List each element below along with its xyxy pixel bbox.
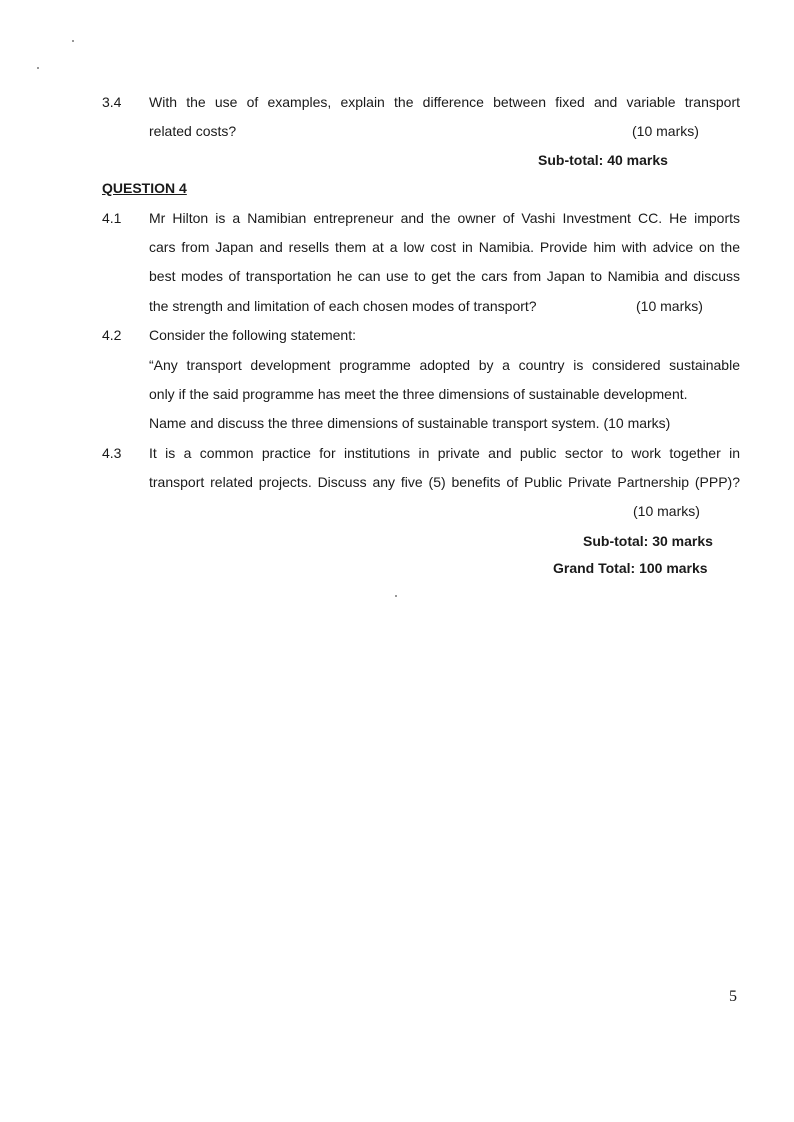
question-number: 4.2	[102, 327, 122, 343]
question-text: cars from Japan and resells them at a low cost in Namibia. Provide him with advice on the	[149, 239, 740, 255]
scan-speck	[72, 40, 74, 42]
question-number: 4.3	[102, 445, 122, 461]
subtotal: Sub-total: 40 marks	[538, 152, 668, 168]
question-text: Consider the following statement:	[149, 327, 356, 343]
question-text: transport related projects. Discuss any five (5) benefits of Public Private Partnership (PPP)?	[149, 474, 740, 490]
section-heading: QUESTION 4	[102, 180, 187, 196]
question-text: best modes of transportation he can use to get the cars from Japan to Namibia and discuss	[149, 268, 740, 284]
question-text: With the use of examples, explain the difference between fixed and variable transport	[149, 94, 740, 110]
question-marks: (10 marks)	[636, 298, 703, 314]
question-number: 4.1	[102, 210, 122, 226]
question-marks: (10 marks)	[632, 123, 699, 139]
question-text: the strength and limitation of each chosen modes of transport?	[149, 298, 537, 314]
subtotal: Sub-total: 30 marks	[583, 533, 713, 549]
question-text: Mr Hilton is a Namibian entrepreneur and the owner of Vashi Investment CC. He imports	[149, 210, 740, 226]
question-number: 3.4	[102, 94, 122, 110]
question-text: only if the said programme has meet the three dimensions of sustainable development.	[149, 386, 688, 402]
question-text: It is a common practice for institutions in private and public sector to work together in	[149, 445, 740, 461]
question-text: “Any transport development programme adopted by a country is considered sustainable	[149, 357, 740, 373]
grand-total: Grand Total: 100 marks	[553, 560, 708, 576]
question-marks: (10 marks)	[633, 503, 700, 519]
scan-speck	[395, 595, 397, 597]
scan-speck	[37, 67, 39, 69]
question-text: related costs?	[149, 123, 237, 139]
question-text: Name and discuss the three dimensions of sustainable transport system. (10 marks)	[149, 415, 671, 431]
page-number: 5	[729, 988, 737, 1005]
